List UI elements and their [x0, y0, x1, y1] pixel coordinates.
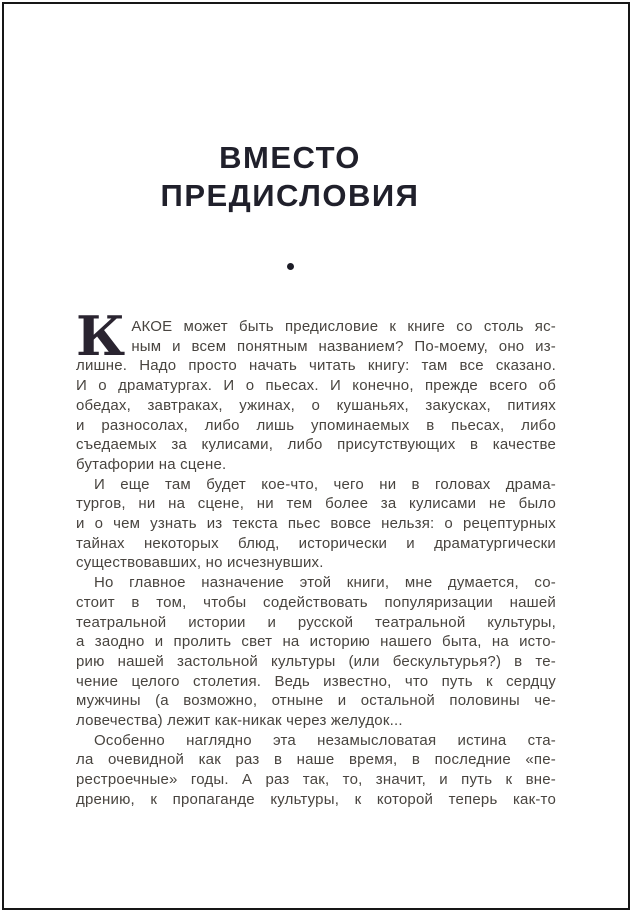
chapter-title-line: ПРЕДИСЛОВИЯ [160, 178, 420, 213]
text-line: тургов, ни на сцене, ни тем более за кулисами не было [76, 495, 556, 513]
text-line: существовавших, но исчезнувших. [76, 554, 324, 572]
text-line: и разносолах, либо лишь упоминаемых в пьесах, либо [76, 416, 556, 434]
text-line: а заодно и пролить свет на историю нашего быта, на исто- [76, 633, 556, 651]
page-content [76, 0, 556, 810]
text-line: Но главное назначение этой книги, мне думается, со- [94, 574, 556, 592]
text-line: съедаемых за кулисами, либо присутствующих в качестве [76, 436, 556, 454]
text-line: обедах, завтраках, ужинах, о кушаньях, закусках, питиях [76, 396, 556, 414]
text-line: рию нашей застольной культуры (или бескультурья?) в те- [76, 652, 556, 670]
body-text [76, 304, 556, 810]
text-line: дрению, к пропаганде культуры, к которой теперь как-то [76, 790, 556, 808]
text-line: чение целого столетия. Ведь известно, что путь к сердцу [76, 672, 556, 690]
drop-cap: К [76, 304, 126, 368]
text-line: мужчины (а возможно, отныне и остальной половины че- [76, 692, 556, 710]
text-line: бутафории на сцене. [76, 455, 227, 473]
text-line: театральной истории и русской театральной культуры, [76, 613, 556, 631]
text-line: и о чем узнать из текста пьес вовсе нельзя: о рецептурных [76, 515, 556, 533]
text-line: ным и всем понятным названием? По-моему, оно из- [131, 337, 556, 355]
paragraph [76, 731, 556, 810]
text-line: АКОЕ может быть предисловие к книге со столь яс- [131, 318, 556, 335]
text-line: И еще там будет кое-что, чего ни в головах драма- [94, 475, 556, 493]
text-line: И о драматургах. И о пьесах. И конечно, прежде всего об [76, 377, 556, 395]
paragraph [76, 304, 556, 475]
paragraph [76, 475, 556, 574]
text-line: стоит в том, чтобы содействовать популяризации нашей [76, 593, 556, 611]
text-line: Особенно наглядно эта незамысловатая истина ста- [94, 731, 556, 749]
text-line: рестроечные» годы. А раз так, то, значит, и путь к вне- [76, 771, 556, 789]
paragraph [76, 573, 556, 731]
text-line: тайнах некоторых блюд, исторически и драматургически [76, 534, 556, 552]
section-separator-dot [287, 263, 294, 270]
text-line: ла очевидной как раз в наше время, в последние «пе- [76, 751, 556, 769]
text-line: ловечества) лежит как-никак через желудок... [76, 712, 403, 730]
text-line: лишне. Надо просто начать читать книгу: там все сказано. [76, 357, 556, 375]
chapter-title [50, 139, 530, 215]
chapter-title-line: ВМЕСТО [219, 140, 361, 175]
